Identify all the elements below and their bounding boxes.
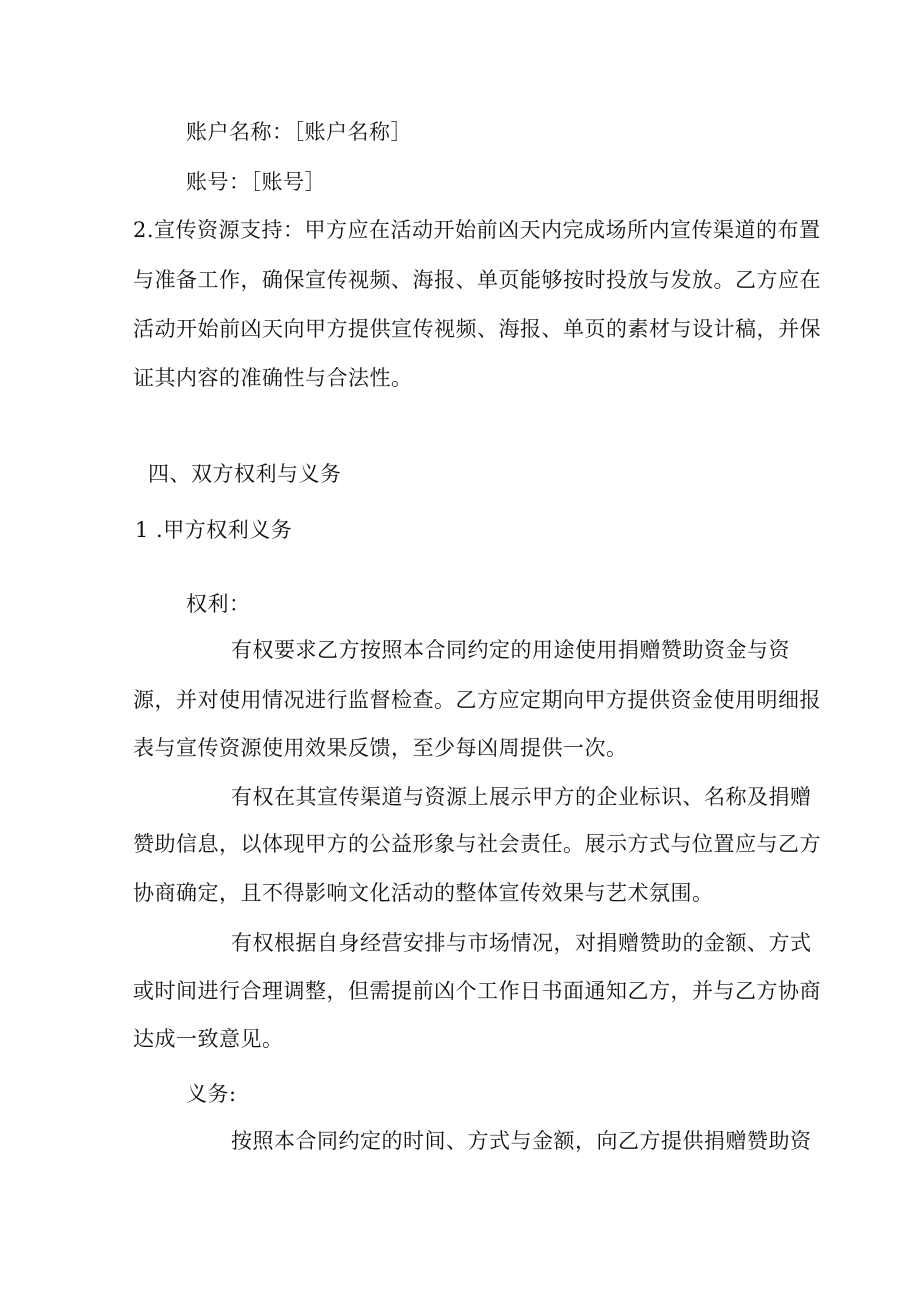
account-number-line: 账号：［账号］ [186, 170, 326, 194]
promo-line: 2.宣传资源支持：甲方应在活动开始前凶天内完成场所内宣传渠道的布置 [133, 218, 821, 242]
paragraph-line: 有权根据自身经营安排与市场情况，对捐赠赞助的金额、方式 [231, 931, 812, 955]
account-name-line: 账户名称：［账户名称］ [186, 120, 412, 144]
paragraph-line: 或时间进行合理调整，但需提前凶个工作日书面通知乙方，并与乙方协商 [133, 979, 821, 1003]
paragraph-line: 表与宣传资源使用效果反馈，至少每凶周提供一次。 [133, 736, 628, 760]
paragraph-line: 源，并对使用情况进行监督检查。乙方应定期向甲方提供资金使用明细报 [133, 688, 821, 712]
subsection-heading: 1 .甲方权利义务 [135, 518, 293, 542]
section-heading: 四、双方权利与义务 [148, 462, 342, 486]
paragraph-line: 达成一致意见。 [133, 1027, 284, 1051]
duties-label: 义务: [186, 1082, 237, 1106]
paragraph-line: 协商确定，且不得影响文化活动的整体宣传效果与艺术氛围。 [133, 881, 714, 905]
paragraph-line: 赞助信息，以体现甲方的公益形象与社会责任。展示方式与位置应与乙方 [133, 832, 821, 856]
promo-line: 活动开始前凶天向甲方提供宣传视频、海报、单页的素材与设计稿，并保 [133, 317, 821, 341]
rights-label: 权利： [186, 592, 251, 616]
paragraph-line: 有权在其宣传渠道与资源上展示甲方的企业标识、名称及捐赠 [231, 785, 812, 809]
promo-line: 与准备工作，确保宣传视频、海报、单页能够按时投放与发放。乙方应在 [133, 268, 821, 292]
promo-line: 证其内容的准确性与合法性。 [133, 366, 413, 390]
paragraph-line: 按照本合同约定的时间、方式与金额，向乙方提供捐赠赞助资 [231, 1129, 812, 1153]
paragraph-line: 有权要求乙方按照本合同约定的用途使用捐赠赞助资金与资 [231, 638, 790, 662]
